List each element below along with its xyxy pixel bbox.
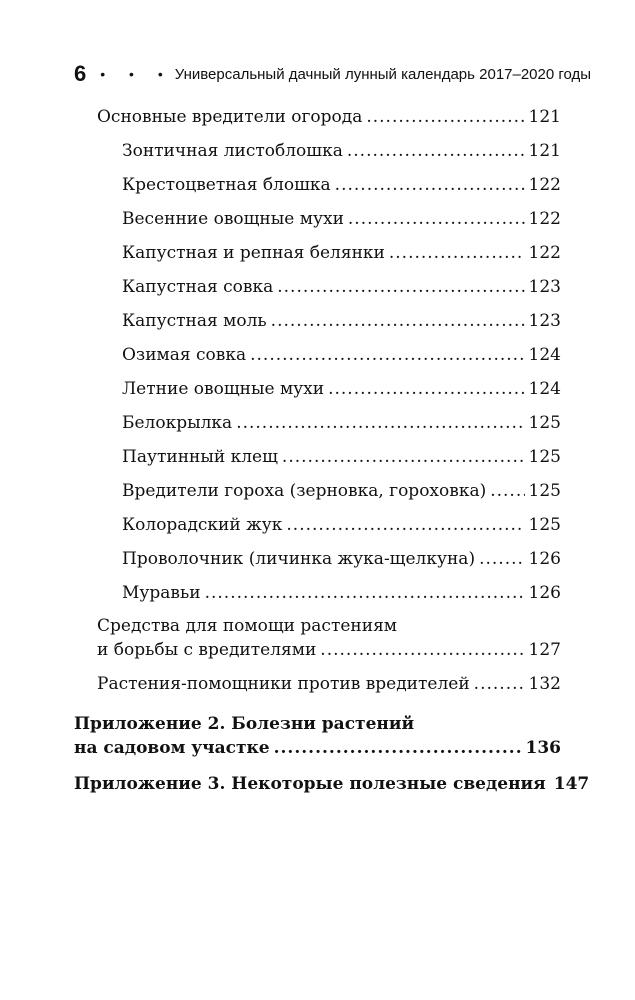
dot-leader [490,479,524,503]
toc-entry[interactable] [122,377,561,401]
toc-entry-title: Крестоцветная блошка [122,175,331,195]
dot-leader [277,275,524,299]
toc-entry[interactable] [122,275,561,299]
toc-entry[interactable] [122,343,561,367]
running-title: Универсальный дачный лунный календарь 2017–2020 годы [174,65,592,83]
toc-entry-page: 121 [528,107,561,127]
toc-entry-page: 136 [525,738,561,758]
toc-entry[interactable] [122,581,561,605]
toc-entry-page: 125 [528,515,561,535]
toc-entry-page: 123 [528,277,561,297]
toc-entry-title-line1: Средства для помощи растениям [97,616,398,636]
toc-entry-page: 125 [528,413,561,433]
toc-entry[interactable] [122,411,561,435]
dot-leader [347,139,525,163]
dot-leader [474,672,525,696]
toc-entry-title: Основные вредители огорода [97,107,363,127]
dot-leader [320,638,524,662]
toc-entry-title: Летние овощные мухи [122,379,325,399]
toc-entry-title: Муравьи [122,583,201,603]
dot-leader [250,343,524,367]
toc-entry[interactable] [122,547,561,571]
toc-entry-title: Белокрылка [122,413,233,433]
toc-entry-page: 125 [528,447,561,467]
toc-entry-title: Проволочник (личинка жука-щелкуна) [122,549,476,569]
toc-entry[interactable] [122,445,561,469]
dot-leader [389,241,525,265]
dot-leader [366,105,524,129]
toc-entry-title: Колорадский жук [122,515,283,535]
toc-entry-title: Капустная моль [122,311,267,331]
toc-entry[interactable] [122,479,561,503]
toc-entry-title: Зонтичная листоблошка [122,141,343,161]
dot-leader [328,377,524,401]
dot-leader [205,581,525,605]
toc-entry-page: 126 [528,549,561,569]
toc-entry[interactable] [122,139,561,163]
dot-leader [479,547,524,571]
toc-entry-page: 132 [528,674,561,694]
dot-leader [236,411,524,435]
toc-entry-page: 122 [528,209,561,229]
dot-leader [274,736,522,760]
toc-entry-main-pests[interactable] [97,105,561,129]
page-number: 6 [74,61,87,86]
toc-entry-page: 127 [528,640,561,660]
toc-entry-helper-plants[interactable] [97,672,561,696]
toc-entry[interactable] [122,241,561,265]
toc-entry-title: Капустная совка [122,277,274,297]
toc-entry-page: 122 [528,243,561,263]
toc-entry[interactable] [122,309,561,333]
dot-leader [286,513,524,537]
toc-entry-page: 121 [528,141,561,161]
dot-leader [335,173,525,197]
toc-entry-title-line2: на садовом участке [74,738,270,758]
toc-entry-page: 123 [528,311,561,331]
toc-entry-title: Вредители гороха (зерновка, гороховка) [122,481,487,501]
running-header [74,60,591,88]
toc-entry-page: 147 [553,774,590,794]
toc-entry-title: Приложение 3. Некоторые полезные сведения [74,774,546,794]
toc-entry-page: 124 [528,379,561,399]
dot-leader [282,445,525,469]
toc-entry-title: Капустная и репная белянки [122,243,385,263]
toc-entry-title: Озимая совка [122,345,247,365]
toc-entry-remedies[interactable] [97,614,561,662]
toc-entry-title-line1: Приложение 2. Болезни растений [74,714,415,734]
toc-entry-appendix-2[interactable] [74,712,561,760]
toc-entry-page: 126 [528,583,561,603]
toc-entry[interactable] [122,207,561,231]
toc-entry[interactable] [122,513,561,537]
dot-leader [271,309,525,333]
toc-entry-page: 124 [528,345,561,365]
toc-entry-page: 122 [528,175,561,195]
toc-entry[interactable] [122,173,561,197]
toc-entry-page: 125 [528,481,561,501]
toc-entry-appendix-3[interactable] [74,772,590,796]
toc-entry-title: Паутинный клещ [122,447,278,467]
dot-leader [348,207,525,231]
toc-entry-title-line2: и борьбы с вредителями [97,640,317,660]
toc-entry-title: Растения-помощники против вредителей [97,674,470,694]
toc-entry-title: Весенние овощные мухи [122,209,344,229]
header-dots: • • • [100,66,173,82]
